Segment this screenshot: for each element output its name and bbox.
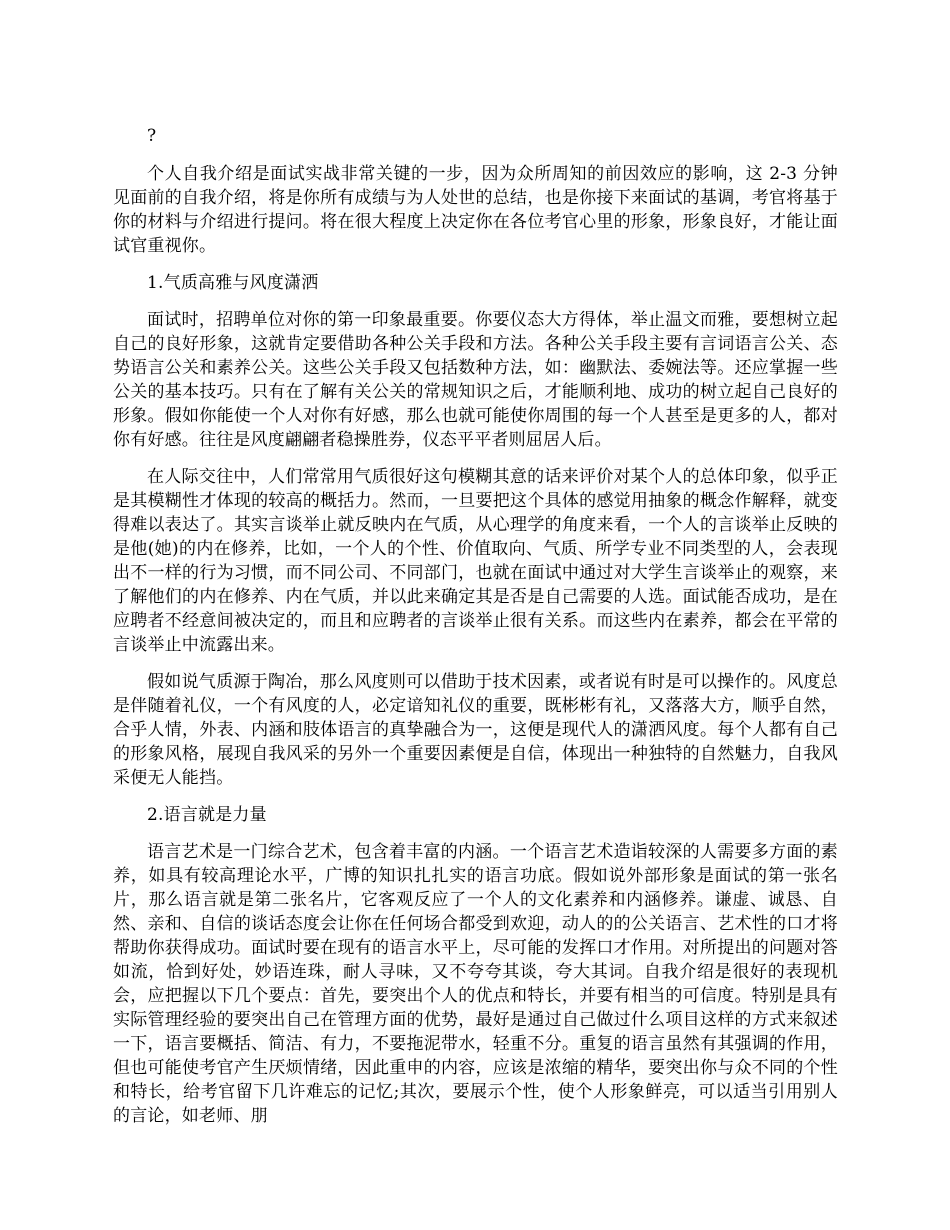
paragraph-demeanor: 假如说气质源于陶冶，那么风度则可以借助于技术因素，或者说有时是可以操作的。风度总是伴随着礼仪，一个有风度的人，必定谙知礼仪的重要，既彬彬有礼，又落落大方，顺乎自然，合乎人情，外表、内涵和肢体语言的真挚融合为一，这便是现代人的潇洒风度。每个人都有自己的形象风格，展现自我风采的另外一个重要因素便是自信，体现出一种独特的自然魅力，自我风采便无人能挡。 (113, 672, 838, 788)
paragraph-first-impression: 面试时，招聘单位对你的第一印象最重要。你要仪态大方得体，举止温文而雅，要想树立起自己的良好形象，这就肯定要借助各种公关手段和方法。各种公关手段主要有言词语言公关、态势语言公关和素养公关。这些公关手段又包括数种方法，如：幽默法、委婉法等。还应掌握一些公关的基本技巧。只有在了解有关公关的常规知识之后，才能顺利地、成功的树立起自己良好的形象。假如你能使一个人对你有好感，那么也就可能使你周围的每一个人甚至是更多的人，都对你有好感。往往是风度翩翩者稳操胜券，仪态平平者则屈居人后。 (113, 310, 838, 450)
question-mark: ? (147, 126, 157, 146)
paragraph-language-art: 语言艺术是一门综合艺术，包含着丰富的内涵。一个语言艺术造诣较深的人需要多方面的素养，如具有较高理论水平，广博的知识扎扎实的语言功底。假如说外部形象是面试的第一张名片，那么语言就是第二张名片，它客观反应了一个人的文化素养和内涵修养。谦虚、诚恳、自然、亲和、自信的谈话态度会让你在任何场合都受到欢迎，动人的的公关语言、艺术性的口才将帮助你获得成功。面试时要在现有的语言水平上，尽可能的发挥口才作用。对所提出的问题对答如流，恰到好处，妙语连珠，耐人寻味，又不夸夸其谈，夸大其词。自我介绍是很好的表现机会，应把握以下几个要点：首先，要突出个人的优点和特长，并要有相当的可信度。特别是具有实际管理经验的要突出自己在管理方面的优势，最好是通过自己做过什么项目这样的方式来叙述一下，语言要概括、简洁、有力，不要拖泥带水，轻重不分。重复的语言虽然有其强调的作用，但也可能使考官产生厌烦情绪，因此重申的内容，应该是浓缩的精华，要突出你与众不同的个性和特长，给考官留下几许难忘的记忆;其次，要展示个性，使个人形象鲜亮，可以适当引用别人的言论，如老师、朋 (113, 842, 838, 1126)
paragraph-intro: 个人自我介绍是面试实战非常关键的一步，因为众所周知的前因效应的影响，这 2-3 分钟见面前的自我介绍，将是你所有成绩与为人处世的总结，也是你接下来面试的基调，考官将基于你的材料与介绍进行提问。将在很大程度上决定你在各位考官心里的形象，形象良好，才能让面试官重视你。 (113, 164, 838, 256)
document-body (113, 124, 838, 1141)
section-heading-2: 2.语言就是力量 (147, 805, 267, 825)
section-heading-1: 1.气质高雅与风度潇洒 (147, 273, 319, 293)
paragraph-temperament: 在人际交往中，人们常常用气质很好这句模糊其意的话来评价对某个人的总体印象，似乎正是其模糊性才体现的较高的概括力。然而，一旦要把这个具体的感觉用抽象的概念作解释，就变得难以表达了。其实言谈举止就反映内在气质，从心理学的角度来看，一个人的言谈举止反映的是他(她)的内在修养，比如，一个人的个性、价值取向、气质、所学专业不同类型的人，会表现出不一样的行为习惯，而不同公司、不同部门，也就在面试中通过对大学生言谈举止的观察，来了解他们的内在修养、内在气质，并以此来确定其是否是自己需要的人选。面试能否成功，是在应聘者不经意间被决定的，而且和应聘者的言谈举止很有关系。而这些内在素养，都会在平常的言谈举止中流露出来。 (113, 467, 838, 655)
